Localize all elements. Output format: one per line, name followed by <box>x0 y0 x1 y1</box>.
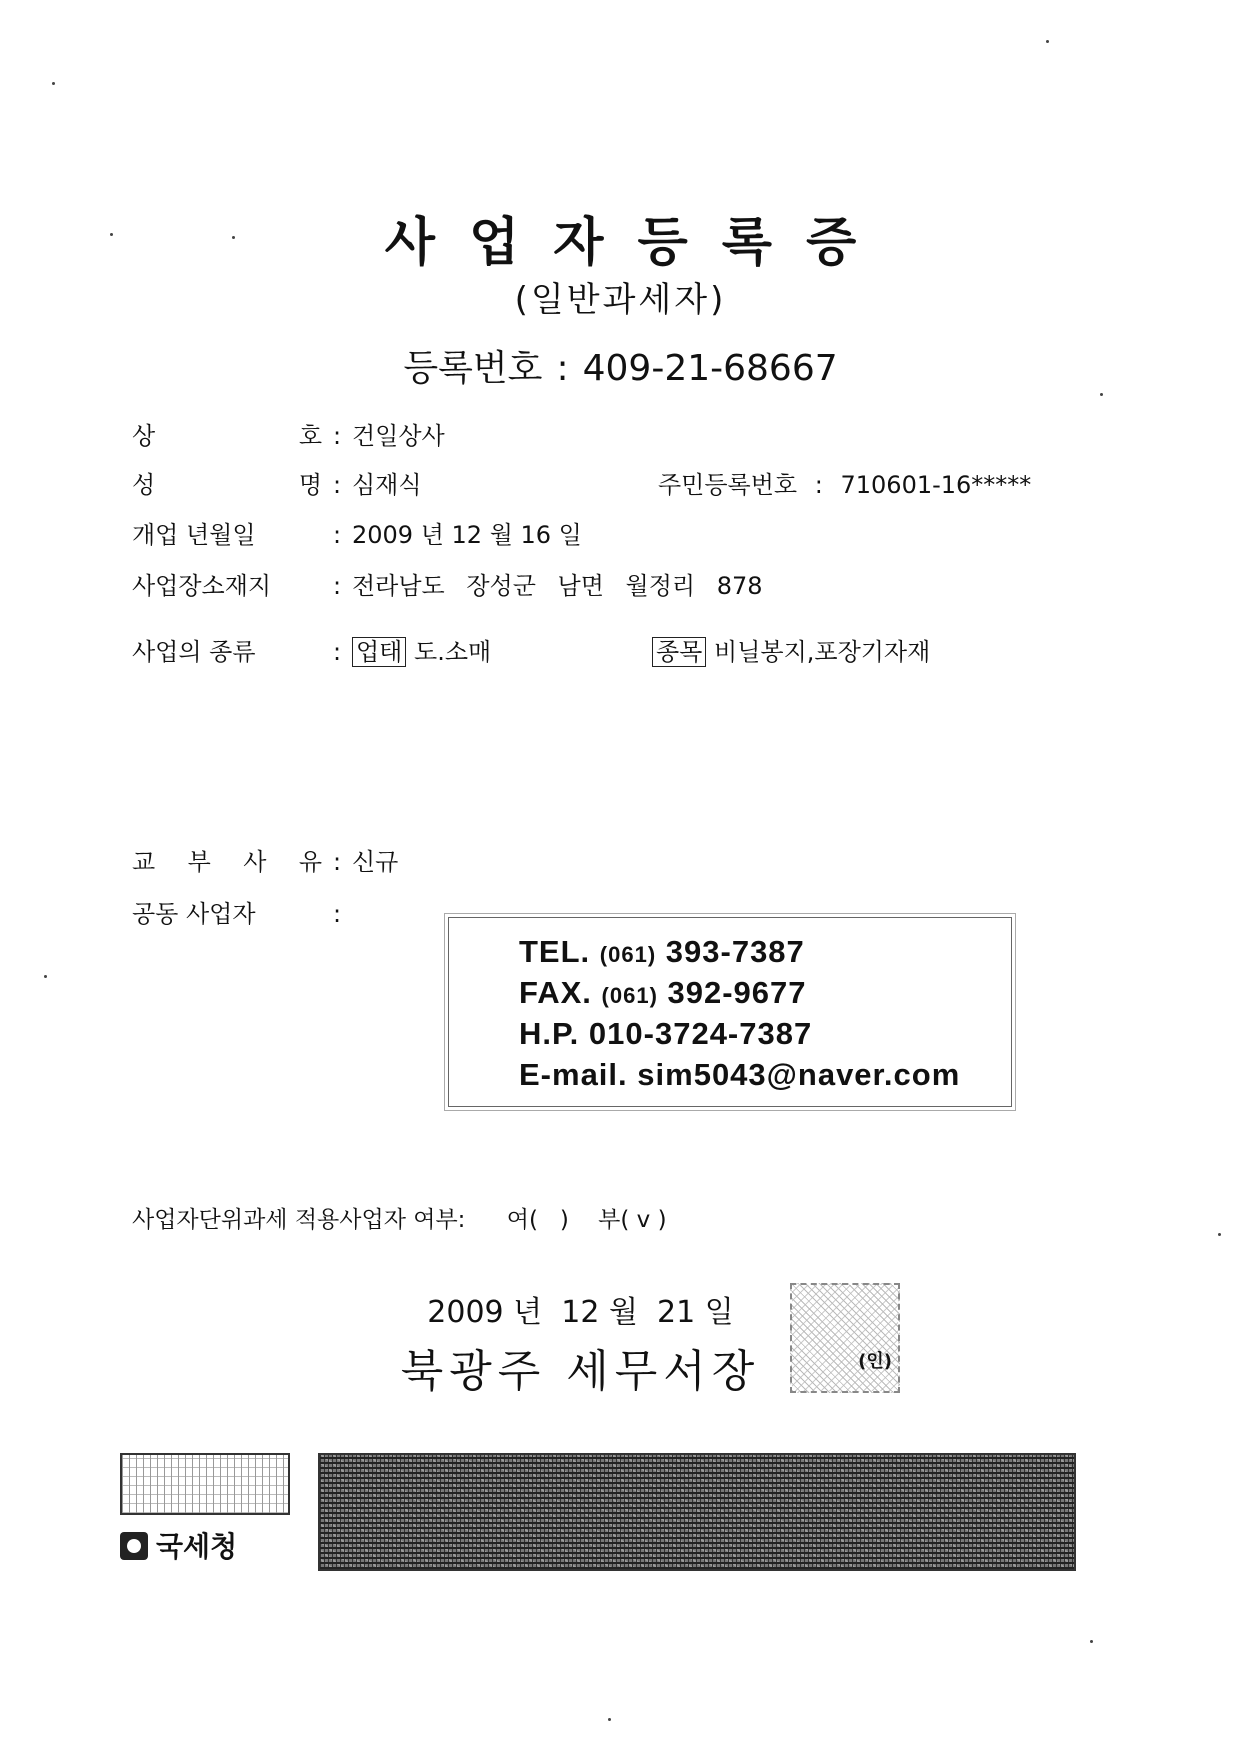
trade-name-label: 상 호 <box>132 422 322 450</box>
issue-reason-colon: : <box>332 848 342 876</box>
item-value: 비닐봉지,포장기자재 <box>714 638 931 666</box>
open-date-row <box>132 515 582 550</box>
nts-logo <box>120 1525 237 1565</box>
resident-number-value: 710601-16***** <box>840 471 1032 499</box>
tel-number: 393-7387 <box>665 934 805 969</box>
trade-name-colon: : <box>332 422 342 450</box>
contact-email <box>519 1057 960 1093</box>
issuing-office: 북광주 세무서장 <box>400 1346 761 1397</box>
scan-speck <box>1090 1640 1093 1643</box>
issue-reason-value: 신규 <box>352 848 399 876</box>
resident-number-colon: : <box>814 471 823 499</box>
scan-speck <box>608 1718 611 1721</box>
category-value: 도.소매 <box>414 638 492 666</box>
contact-tel <box>519 934 805 970</box>
scan-speck <box>1218 1233 1221 1236</box>
location-colon: : <box>332 572 342 600</box>
fax-number: 392-9677 <box>667 975 807 1010</box>
unit-tax-yes: 여( ) <box>506 1207 569 1233</box>
unit-tax-text: 사업자단위과세 적용사업자 여부: <box>132 1207 466 1233</box>
location-value: 전라남도 장성군 남면 월정리 878 <box>352 572 763 600</box>
hp-label: H.P. <box>519 1016 580 1051</box>
fax-area-code: (061) <box>601 983 658 1008</box>
open-date-value: 2009 년 12 월 16 일 <box>352 521 582 549</box>
scan-speck <box>232 236 235 239</box>
name-colon: : <box>332 471 342 499</box>
document-title: 사업자등록증 <box>384 213 891 273</box>
co-owner-colon: : <box>332 900 342 928</box>
scan-speck <box>44 975 47 978</box>
registration-number-colon: : <box>556 348 569 389</box>
scan-speck <box>52 82 55 85</box>
unit-tax-row <box>132 1201 667 1234</box>
resident-number-label: 주민등록번호 <box>658 471 798 499</box>
document-subtitle: (일반과세자) <box>514 280 727 320</box>
open-date-colon: : <box>332 521 342 549</box>
contact-hp <box>519 1016 812 1052</box>
registration-number-value: 409-21-68667 <box>582 348 838 389</box>
tel-area-code: (061) <box>599 942 657 967</box>
business-type-row <box>132 632 491 667</box>
open-date-label: 개업 년월일 <box>132 521 256 549</box>
business-item-row <box>652 632 930 667</box>
fax-label: FAX. <box>519 975 592 1010</box>
scan-speck <box>110 233 113 236</box>
name-value: 심재식 <box>352 471 422 499</box>
trade-name-row <box>132 416 445 451</box>
email-value: sim5043@naver.com <box>637 1057 961 1092</box>
nts-logo-text: 국세청 <box>156 1530 238 1563</box>
location-row <box>132 566 763 601</box>
tel-label: TEL. <box>519 934 591 969</box>
scan-speck <box>1046 40 1049 43</box>
document-barcode <box>318 1453 1076 1571</box>
verification-code-box <box>120 1453 290 1515</box>
unit-tax-no: 부( v ) <box>598 1207 667 1233</box>
business-type-colon: : <box>332 638 342 666</box>
item-tag: 종목 <box>652 637 706 667</box>
issue-date: 2009 년 12 월 21 일 <box>427 1295 734 1330</box>
official-seal <box>790 1283 900 1393</box>
co-owner-row <box>132 894 352 929</box>
name-label: 성 명 <box>132 471 322 499</box>
scan-speck <box>1100 393 1103 396</box>
seal-mark: (인) <box>858 1351 892 1372</box>
name-row <box>132 465 422 500</box>
registration-number-label: 등록번호 <box>403 348 543 389</box>
category-tag: 업태 <box>352 637 406 667</box>
email-label: E-mail. <box>519 1057 628 1092</box>
trade-name-value: 건일상사 <box>352 422 445 450</box>
resident-number-row <box>658 465 1031 500</box>
issue-reason-row <box>132 842 398 877</box>
contact-fax <box>519 975 807 1011</box>
nts-emblem-icon <box>120 1532 148 1560</box>
issue-reason-label: 교 부 사 유 <box>132 848 322 876</box>
co-owner-label: 공동 사업자 <box>132 900 256 928</box>
location-label: 사업장소재지 <box>132 572 272 600</box>
business-type-label: 사업의 종류 <box>132 638 256 666</box>
hp-number: 010-3724-7387 <box>588 1016 813 1051</box>
contact-box <box>448 917 1012 1107</box>
registration-number-line <box>0 340 1241 391</box>
